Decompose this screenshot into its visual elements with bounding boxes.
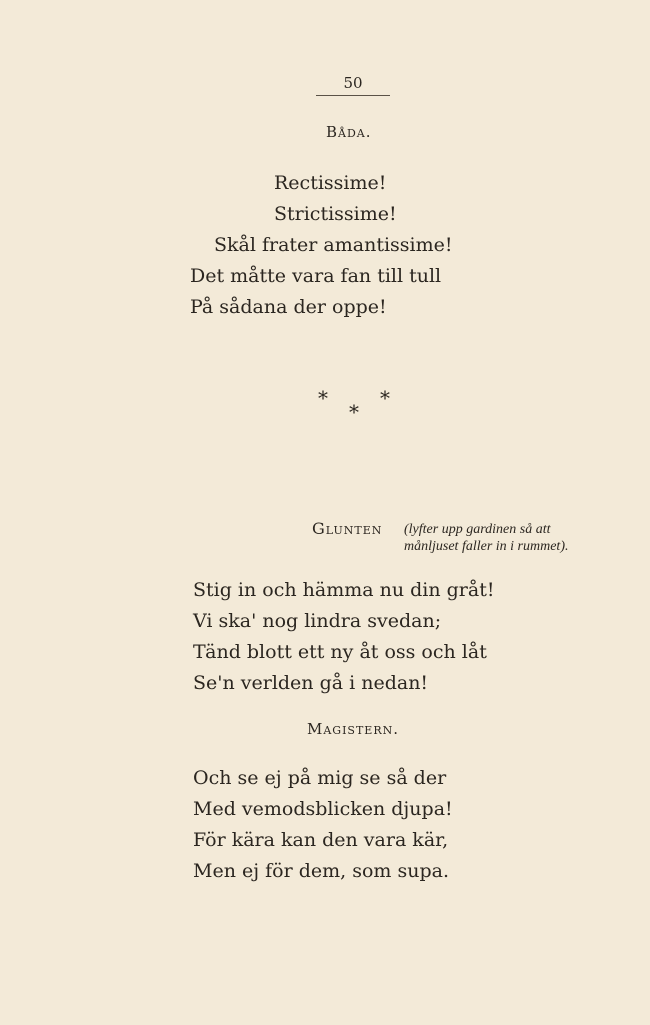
verse-line: Tänd blott ett ny åt oss och låt [193, 641, 487, 663]
header-rule [316, 95, 390, 96]
verse-line: Vi ska' nog lindra svedan; [193, 610, 442, 632]
verse-line: Det måtte vara fan till tull [190, 265, 442, 287]
verse-block-1 [190, 168, 453, 323]
verse-line: Men ej för dem, som supa. [193, 860, 450, 882]
verse-line: Se'n verlden gå i nedan! [193, 672, 429, 694]
verse-line: Och se ej på mig se så der [193, 767, 447, 789]
stage-direction-line-1: (lyfter upp gardinen så att [404, 522, 551, 537]
verse-line: Skål frater amantissime! [214, 234, 453, 256]
verse-line: Strictissime! [274, 203, 397, 225]
page-number: 50 [343, 74, 363, 92]
verse-line: Stig in och hämma nu din gråt! [193, 579, 495, 601]
asterism-star-middle: * [349, 400, 359, 424]
speaker-magistern: Magistern. [307, 720, 400, 738]
verse-line: Med vemodsblicken djupa! [193, 798, 453, 820]
verse-line: För kära kan den vara kär, [193, 829, 449, 851]
speaker-bada: Båda. [326, 123, 372, 141]
verse-line: Rectissime! [274, 172, 387, 194]
verse-block-3 [193, 763, 453, 887]
verse-line: På sådana der oppe! [190, 296, 387, 318]
asterism-star-left: * [318, 386, 328, 410]
speaker-glunten: Glunten [312, 519, 383, 538]
stage-direction-line-2: månljuset faller in i rummet). [404, 539, 569, 554]
verse-block-2 [193, 575, 494, 699]
asterism-star-right: * [380, 386, 390, 410]
